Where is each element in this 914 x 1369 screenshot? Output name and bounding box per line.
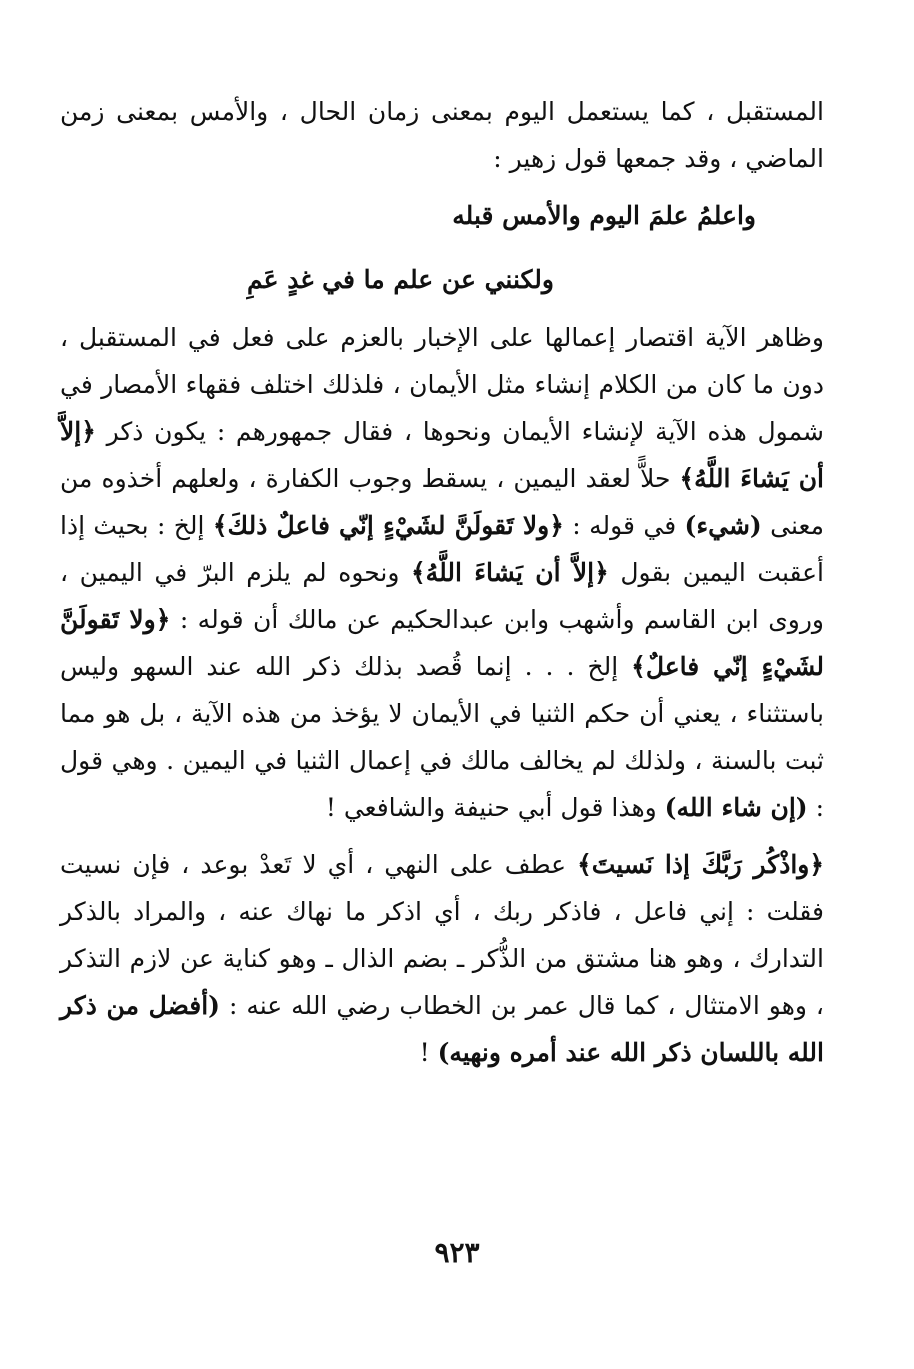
poem-verse-first-hemistich: واعلمُ علمَ اليوم والأمس قبله <box>452 201 756 230</box>
text-segment: ونحوه لم يلزم البرّ في اليمين ، وروى ابن القاسم وأشهب وابن عبدالحكيم عن مالك أن قوله : <box>60 558 824 634</box>
intro-paragraph: المستقبل ، كما يستعمل اليوم بمعنى زمان الحال ، والأمس بمعنى زمن الماضي ، وقد جمعها قول زهير : <box>60 97 824 173</box>
quran-quote: ﴿واذْكُر رَبَّكَ إذا نَسيتَ﴾ <box>577 850 825 879</box>
page-number: ٩٢٣ <box>434 1236 480 1269</box>
bold-phrase: (إن شاء الله) <box>664 793 808 822</box>
quran-quote: ﴿إلاَّ أن يَشاءَ اللَّهُ﴾ <box>411 558 609 587</box>
text-segment: ! <box>419 1038 430 1067</box>
text-segment: عطف على النهي ، أي لا تَعدْ بوعد ، فإن نسيت فقلت : إني فاعل ، فاذكر ربك ، أي اذكر ما نهاك عنه ، والمراد بالذكر التدارك ، وهو هنا مشتق من الذُّكر ـ بضم الذال ـ وهو كناية عن لازم التذكر ، وهو الامتثال ، كما قال عمر بن الخطاب رضي الله عنه : <box>60 850 824 1020</box>
text-segment: إلخ . . . إنما قُصد بذلك ذكر الله عند السهو وليس باستثناء ، يعني أن حكم الثنيا في الأيمان لا يؤخذ من هذه الآية ، بل هو مما ثبت بالسنة ، ولذلك لم يخالف مالك في إعمال الثنيا في اليمين . وهي قول : <box>60 652 824 822</box>
text-segment: وهذا قول أبي حنيفة والشافعي ! <box>325 793 657 822</box>
paragraph-remember-your-lord <box>60 841 824 1076</box>
quran-quote: ﴿ولا تَقولَنَّ لشَيْءٍ إنّي فاعلٌ﴾ <box>60 605 825 681</box>
quran-quote: ﴿إلاَّ أن يَشاءَ اللَّهُ﴾ <box>60 417 825 493</box>
bold-term: (شيء) <box>684 511 762 540</box>
bold-quote: (أفضل من ذكر الله باللسان ذكر الله عند أمره ونهيه) <box>60 991 824 1067</box>
text-segment: إلخ : بحيث إذا أعقبت اليمين بقول <box>60 511 825 587</box>
text-segment: وظاهر الآية اقتصار إعمالها على الإخبار بالعزم على فعل في المستقبل ، دون ما كان من الكلام إنشاء مثل الأيمان ، فلذلك اختلف فقهاء الأمصار في شمول هذه الآية لإنشاء الأيمان ونحوها ، فقال جمهورهم : يكون ذكر <box>60 323 824 446</box>
poem-verse-second-hemistich: ولكنني عن علم ما في غدٍ عَمِ <box>247 265 554 294</box>
paragraph-legal-interpretation <box>60 314 824 831</box>
page-body <box>60 88 824 1076</box>
text-segment: في قوله : <box>572 511 677 540</box>
text-segment: حلاًّ لعقد اليمين ، يسقط وجوب الكفارة ، ولعلهم أخذوه من معنى <box>60 464 824 540</box>
quran-quote: ﴿ولا تَقولَنَّ لشَيْءٍ إنّي فاعلٌ ذلكَ﴾ <box>212 511 564 540</box>
